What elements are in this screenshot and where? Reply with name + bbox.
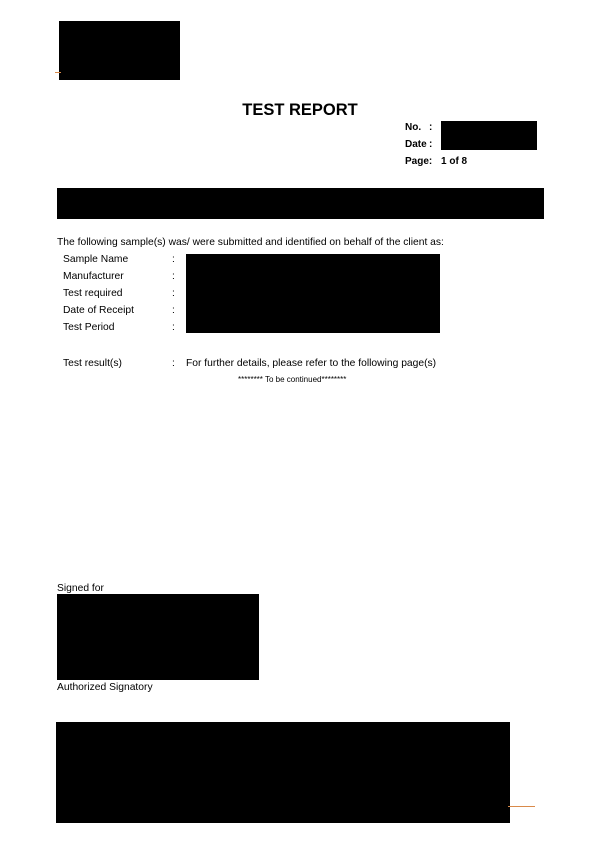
report-date-colon-text: : <box>429 139 433 150</box>
signed-for-label: Signed for <box>57 583 104 594</box>
client-banner-redacted <box>57 188 544 219</box>
report-title-text: TEST REPORT <box>242 101 358 119</box>
footer-accent-line <box>508 806 535 807</box>
report-date-label <box>405 139 427 150</box>
report-no-label-text: No. <box>405 122 422 133</box>
report-no-colon-text: : <box>429 122 433 133</box>
field-colon-manufacturer: : <box>172 271 175 282</box>
field-label-sample-name: Sample Name <box>63 254 129 265</box>
report-no-colon <box>429 122 432 133</box>
test-result-value: For further details, please refer to the following page(s) <box>186 358 437 369</box>
company-logo-redacted <box>59 21 180 80</box>
field-colon-test-required: : <box>172 288 175 299</box>
field-values-redacted <box>186 254 440 333</box>
logo-accent-line <box>55 72 61 73</box>
field-colon-sample-name: : <box>172 254 175 265</box>
field-label-test-period: Test Period <box>63 322 115 333</box>
report-title <box>0 101 600 120</box>
test-result-label: Test result(s) <box>63 358 122 369</box>
footer-redacted <box>56 722 510 823</box>
field-colon-test-period: : <box>172 322 175 333</box>
report-page-value <box>441 156 467 167</box>
intro-text: The following sample(s) was/ were submitted and identified on behalf of the client as: <box>57 237 444 248</box>
signature-redacted <box>57 594 259 680</box>
report-date-label-text: Date <box>405 139 427 150</box>
report-no-label <box>405 122 421 133</box>
field-label-manufacturer: Manufacturer <box>63 271 124 282</box>
report-page-value-text: 1 of 8 <box>441 156 468 167</box>
to-be-continued: ******** To be continued******** <box>238 375 347 384</box>
field-colon-date-of-receipt: : <box>172 305 175 316</box>
authorized-signatory-label: Authorized Signatory <box>57 682 153 693</box>
report-page-label <box>405 156 432 167</box>
field-label-date-of-receipt: Date of Receipt <box>63 305 134 316</box>
test-result-colon: : <box>172 358 175 369</box>
field-label-test-required: Test required <box>63 288 123 299</box>
report-number-redacted <box>441 121 537 150</box>
report-date-colon <box>429 139 432 150</box>
report-page-label-text: Page: <box>405 156 433 167</box>
